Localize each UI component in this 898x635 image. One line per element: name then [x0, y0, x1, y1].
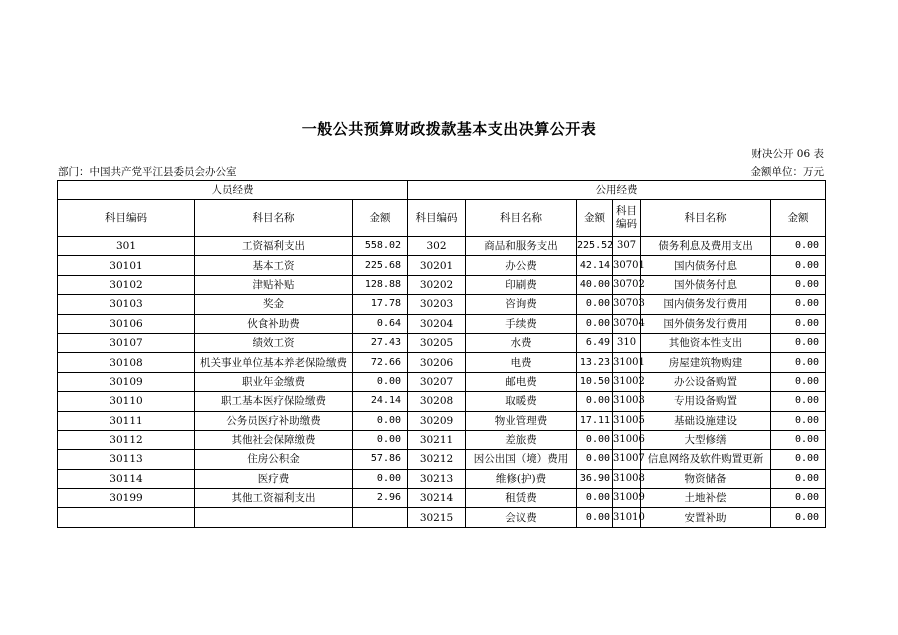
table-row [58, 372, 826, 391]
capital-code-cell: 31003 [613, 392, 641, 411]
goods-name-cell: 取暖费 [466, 392, 577, 411]
capital-name-cell: 信息网络及软件购置更新 [641, 450, 771, 469]
form-number: 财决公开 06 表 [751, 148, 824, 160]
personnel-amount-cell: 0.64 [353, 314, 408, 333]
personnel-name-cell: 医疗费 [195, 469, 353, 488]
capital-name-cell: 物资储备 [641, 469, 771, 488]
goods-code-cell: 30203 [408, 295, 466, 314]
personnel-amount-cell: 27.43 [353, 333, 408, 352]
capital-name-cell: 专用设备购置 [641, 392, 771, 411]
personnel-code-cell: 30112 [58, 430, 195, 449]
capital-amount-cell: 0.00 [771, 392, 826, 411]
goods-amount-cell: 40.00 [577, 275, 613, 294]
table-row [58, 353, 826, 372]
capital-amount-cell: 0.00 [771, 430, 826, 449]
goods-amount-cell: 0.00 [577, 295, 613, 314]
goods-amount-cell: 0.00 [577, 450, 613, 469]
personnel-code-cell: 30103 [58, 295, 195, 314]
capital-amount-cell: 0.00 [771, 333, 826, 352]
personnel-name-cell: 工资福利支出 [195, 237, 353, 256]
capital-code-cell: 31001 [613, 353, 641, 372]
personnel-name-cell: 公务员医疗补助缴费 [195, 411, 353, 430]
amount-unit-label: 金额单位：万元 [750, 166, 824, 178]
column-header-code: 科目编码 [58, 200, 195, 237]
personnel-code-cell: 30114 [58, 469, 195, 488]
capital-code-cell: 307 [613, 237, 641, 256]
personnel-code-cell: 30101 [58, 256, 195, 275]
goods-code-cell: 30204 [408, 314, 466, 333]
capital-name-cell: 办公设备购置 [641, 372, 771, 391]
personnel-amount-cell: 57.86 [353, 450, 408, 469]
goods-amount-cell: 0.00 [577, 489, 613, 508]
capital-code-cell: 30701 [613, 256, 641, 275]
goods-name-cell: 咨询费 [466, 295, 577, 314]
table-row [58, 430, 826, 449]
goods-amount-cell: 17.11 [577, 411, 613, 430]
capital-name-cell: 国外债务发行费用 [641, 314, 771, 333]
goods-name-cell: 水费 [466, 333, 577, 352]
table-row [58, 275, 826, 294]
capital-code-cell: 31007 [613, 450, 641, 469]
table-row [58, 411, 826, 430]
column-header-name: 科目名称 [466, 200, 577, 237]
personnel-code-cell: 30107 [58, 333, 195, 352]
goods-name-cell: 手续费 [466, 314, 577, 333]
capital-name-cell: 大型修缮 [641, 430, 771, 449]
goods-code-cell: 302 [408, 237, 466, 256]
column-header-code-stacked [613, 200, 641, 237]
public-expenses-header: 公用经费 [408, 181, 826, 200]
personnel-name-cell: 绩效工资 [195, 333, 353, 352]
goods-amount-cell: 6.49 [577, 333, 613, 352]
capital-code-cell: 31010 [613, 508, 641, 527]
goods-name-cell: 办公费 [466, 256, 577, 275]
table-row [58, 314, 826, 333]
capital-code-cell: 31002 [613, 372, 641, 391]
column-header-name: 科目名称 [195, 200, 353, 237]
column-header-code-line2: 编码 [616, 218, 638, 230]
column-header-amount: 金额 [353, 200, 408, 237]
personnel-code-cell: 30111 [58, 411, 195, 430]
table-body [58, 237, 826, 528]
goods-amount-cell: 0.00 [577, 314, 613, 333]
capital-amount-cell: 0.00 [771, 469, 826, 488]
capital-code-cell: 310 [613, 333, 641, 352]
capital-amount-cell: 0.00 [771, 295, 826, 314]
capital-code-cell: 31006 [613, 430, 641, 449]
goods-amount-cell: 225.52 [577, 237, 613, 256]
goods-amount-cell: 36.90 [577, 469, 613, 488]
capital-code-cell: 31005 [613, 411, 641, 430]
goods-code-cell: 30206 [408, 353, 466, 372]
personnel-amount-cell: 24.14 [353, 392, 408, 411]
personnel-code-cell: 301 [58, 237, 195, 256]
table-row [58, 450, 826, 469]
capital-name-cell: 土地补偿 [641, 489, 771, 508]
personnel-amount-cell: 0.00 [353, 430, 408, 449]
personnel-amount-cell: 72.66 [353, 353, 408, 372]
personnel-code-cell: 30113 [58, 450, 195, 469]
personnel-name-cell: 基本工资 [195, 256, 353, 275]
goods-code-cell: 30208 [408, 392, 466, 411]
table-row [58, 256, 826, 275]
goods-amount-cell: 10.50 [577, 372, 613, 391]
column-header-name: 科目名称 [641, 200, 771, 237]
personnel-expenses-header: 人员经费 [58, 181, 408, 200]
personnel-code-cell: 30109 [58, 372, 195, 391]
personnel-name-cell: 奖金 [195, 295, 353, 314]
personnel-amount-cell [353, 508, 408, 527]
table-row [58, 333, 826, 352]
column-header-code-line1: 科目 [616, 205, 638, 217]
goods-code-cell: 30207 [408, 372, 466, 391]
personnel-code-cell: 30199 [58, 489, 195, 508]
personnel-name-cell: 伙食补助费 [195, 314, 353, 333]
personnel-amount-cell: 558.02 [353, 237, 408, 256]
capital-code-cell: 30703 [613, 295, 641, 314]
capital-amount-cell: 0.00 [771, 275, 826, 294]
goods-name-cell: 维修(护)费 [466, 469, 577, 488]
department-label: 部门：中国共产党平江县委员会办公室 [58, 166, 237, 178]
goods-name-cell: 印刷费 [466, 275, 577, 294]
goods-name-cell: 差旅费 [466, 430, 577, 449]
personnel-name-cell: 机关事业单位基本养老保险缴费 [195, 353, 353, 372]
capital-name-cell: 国内债务付息 [641, 256, 771, 275]
personnel-code-cell: 30102 [58, 275, 195, 294]
personnel-amount-cell: 0.00 [353, 411, 408, 430]
capital-name-cell: 基础设施建设 [641, 411, 771, 430]
column-header-amount: 金额 [577, 200, 613, 237]
capital-code-cell: 30704 [613, 314, 641, 333]
personnel-name-cell: 住房公积金 [195, 450, 353, 469]
table-row [58, 508, 826, 527]
personnel-amount-cell: 17.78 [353, 295, 408, 314]
personnel-name-cell: 其他工资福利支出 [195, 489, 353, 508]
capital-name-cell: 其他资本性支出 [641, 333, 771, 352]
goods-name-cell: 物业管理费 [466, 411, 577, 430]
personnel-code-cell: 30108 [58, 353, 195, 372]
goods-name-cell: 会议费 [466, 508, 577, 527]
personnel-amount-cell: 2.96 [353, 489, 408, 508]
capital-code-cell: 31008 [613, 469, 641, 488]
personnel-amount-cell: 128.88 [353, 275, 408, 294]
table-row [58, 237, 826, 256]
column-header-amount: 金额 [771, 200, 826, 237]
goods-code-cell: 30211 [408, 430, 466, 449]
capital-amount-cell: 0.00 [771, 237, 826, 256]
goods-code-cell: 30213 [408, 469, 466, 488]
personnel-code-cell: 30110 [58, 392, 195, 411]
goods-code-cell: 30201 [408, 256, 466, 275]
personnel-amount-cell: 0.00 [353, 372, 408, 391]
goods-name-cell: 电费 [466, 353, 577, 372]
goods-amount-cell: 0.00 [577, 392, 613, 411]
personnel-name-cell: 职业年金缴费 [195, 372, 353, 391]
expenditure-table [57, 180, 826, 528]
personnel-code-cell: 30106 [58, 314, 195, 333]
goods-code-cell: 30209 [408, 411, 466, 430]
capital-amount-cell: 0.00 [771, 256, 826, 275]
capital-code-cell: 30702 [613, 275, 641, 294]
goods-code-cell: 30214 [408, 489, 466, 508]
capital-name-cell: 房屋建筑物购建 [641, 353, 771, 372]
goods-code-cell: 30212 [408, 450, 466, 469]
capital-name-cell: 安置补助 [641, 508, 771, 527]
table-row [58, 469, 826, 488]
goods-name-cell: 租赁费 [466, 489, 577, 508]
capital-amount-cell: 0.00 [771, 353, 826, 372]
capital-name-cell: 国内债务发行费用 [641, 295, 771, 314]
capital-amount-cell: 0.00 [771, 489, 826, 508]
page-title: 一般公共预算财政拨款基本支出决算公开表 [301, 120, 597, 138]
column-header-code: 科目编码 [408, 200, 466, 237]
capital-name-cell: 债务利息及费用支出 [641, 237, 771, 256]
personnel-name-cell: 职工基本医疗保险缴费 [195, 392, 353, 411]
personnel-amount-cell: 225.68 [353, 256, 408, 275]
goods-amount-cell: 42.14 [577, 256, 613, 275]
capital-code-cell: 31009 [613, 489, 641, 508]
goods-amount-cell: 13.23 [577, 353, 613, 372]
capital-amount-cell: 0.00 [771, 314, 826, 333]
goods-code-cell: 30205 [408, 333, 466, 352]
table-row [58, 392, 826, 411]
capital-name-cell: 国外债务付息 [641, 275, 771, 294]
goods-name-cell: 邮电费 [466, 372, 577, 391]
table-row [58, 295, 826, 314]
personnel-name-cell: 津贴补贴 [195, 275, 353, 294]
goods-amount-cell: 0.00 [577, 508, 613, 527]
personnel-amount-cell: 0.00 [353, 469, 408, 488]
personnel-code-cell [58, 508, 195, 527]
personnel-name-cell [195, 508, 353, 527]
capital-amount-cell: 0.00 [771, 372, 826, 391]
personnel-name-cell: 其他社会保障缴费 [195, 430, 353, 449]
capital-amount-cell: 0.00 [771, 450, 826, 469]
goods-name-cell: 因公出国（境）费用 [466, 450, 577, 469]
table-row [58, 489, 826, 508]
goods-code-cell: 30215 [408, 508, 466, 527]
capital-amount-cell: 0.00 [771, 508, 826, 527]
goods-amount-cell: 0.00 [577, 430, 613, 449]
goods-name-cell: 商品和服务支出 [466, 237, 577, 256]
capital-amount-cell: 0.00 [771, 411, 826, 430]
goods-code-cell: 30202 [408, 275, 466, 294]
